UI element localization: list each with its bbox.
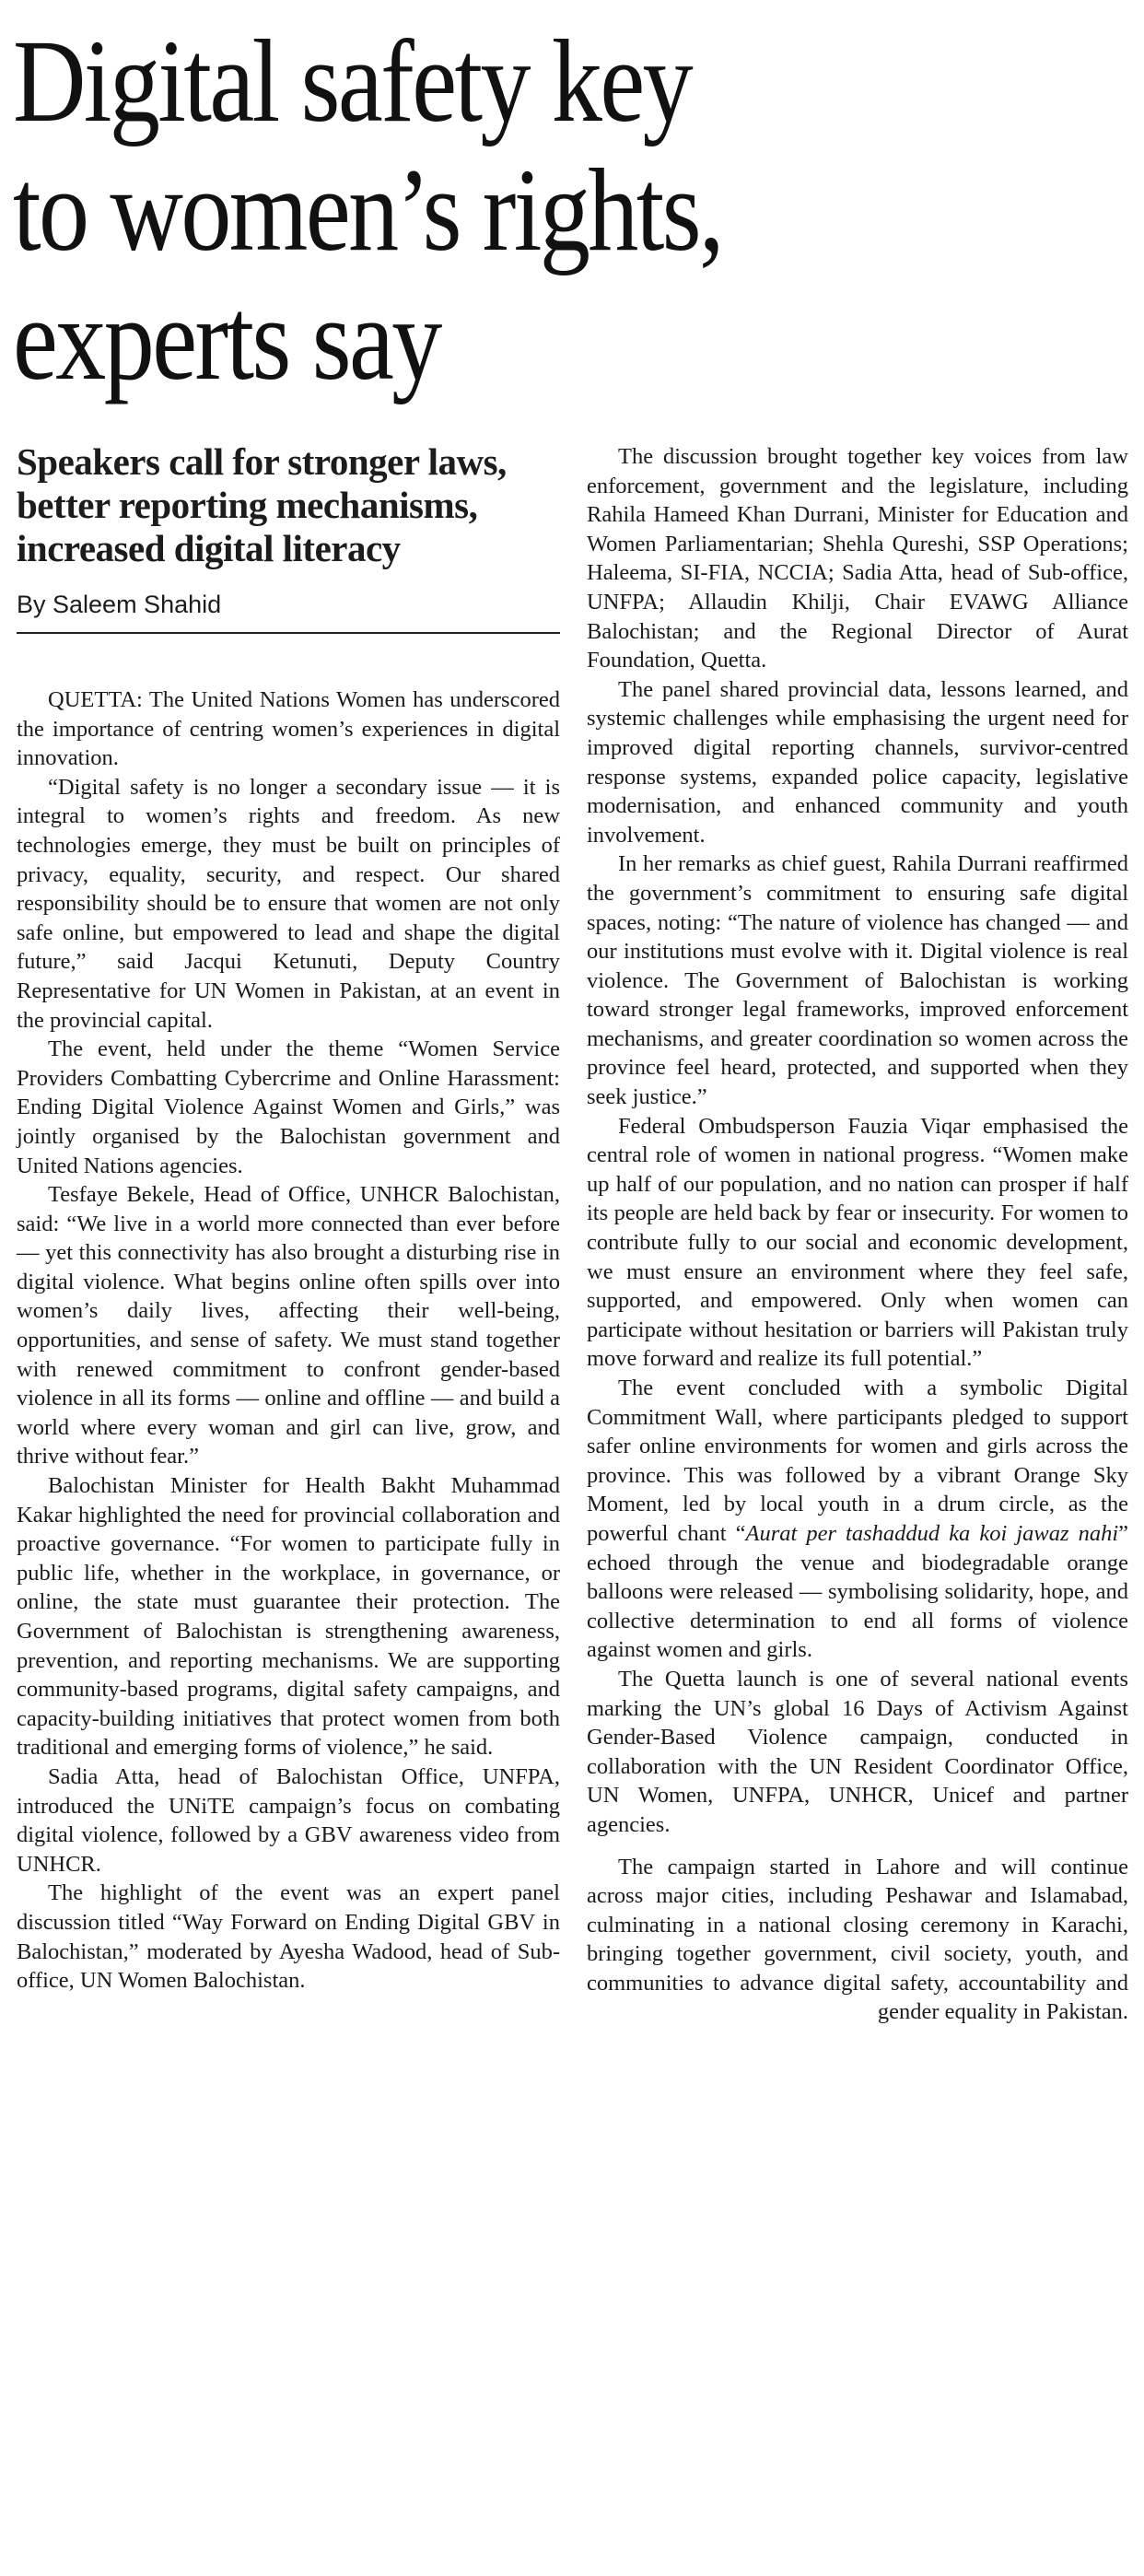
paragraph-text: The event concluded with a symbolic Digital Commitment Wall, where participants pledged to support safer online environments for women and girls across the province. This was followed by a vibrant Orange Sky Moment, led by local youth in a drum circle, as the powerful chant “ — [587, 1376, 1128, 1546]
paragraph: Tesfaye Bekele, Head of Office, UNHCR Balochistan, said: “We live in a world more connected than ever before — yet this connectivity has also brought a disturbing rise in digital violence. What begins online often spills over into women’s daily lives, affecting their well-being, opportunities, and sense of safety. We must stand together with renewed commitment to confront gender-based violence in all its forms — online and offline — and build a world where every woman and girl can live, grow, and thrive without fear.” — [17, 1182, 560, 1469]
chant-italic: Aurat per tashaddud ka koi jawaz nahi — [745, 1520, 1119, 1546]
headline-line-2: to women’s rights, — [13, 145, 722, 275]
right-column — [587, 442, 1128, 2027]
byline: By Saleem Shahid — [17, 591, 222, 618]
paragraph-with-chant — [587, 1374, 1128, 1665]
paragraph-text: ” echoed through the venue and biodegradable orange balloons were released — symbolising solidarity, hope, and collective determination to end all forms of violence against women and girls. — [587, 1520, 1129, 1663]
paragraph: The panel shared provincial data, lessons learned, and systemic challenges while emphasising the urgent need for improved digital reporting channels, survivor-centred response systems, expanded police capacity, legislative modernisation, and enhanced community and youth involvement. — [587, 676, 1128, 848]
left-column-body — [17, 685, 560, 1996]
paragraph: The highlight of the event was an expert panel discussion titled “Way Forward on Ending Digital GBV in Balochistan,” moderated by Ayesha Wadood, head of Sub-office, UN Women Balochistan. — [17, 1880, 560, 1994]
headline-line-1: Digital safety key — [13, 16, 692, 146]
subheadline: Speakers call for stronger laws, better reporting mechanisms, increased digital literacy — [17, 440, 507, 569]
paragraph: The Quetta launch is one of several national events marking the UN’s global 16 Days of Activism Against Gender-Based Violence campaign, conducted in collaboration with the UN Resident Coordinator Office, UN Women, UNFPA, UNHCR, Unicef and partner agencies. — [587, 1666, 1128, 1837]
paragraph: Sadia Atta, head of Balochistan Office, UNFPA, introduced the UNiTE campaign’s focus on combating digital violence, followed by a GBV awareness video from UNHCR. — [17, 1763, 560, 1877]
headline — [13, 17, 979, 404]
left-column — [17, 440, 560, 1996]
paragraph: The event, held under the theme “Women Service Providers Combatting Cybercrime and Online Harassment: Ending Digital Violence Against Women and Girls,” was jointly organised by the Balochistan government and United Nations agencies. — [17, 1036, 560, 1178]
byline-divider — [17, 632, 560, 634]
paragraph: Balochistan Minister for Health Bakht Muhammad Kakar highlighted the need for provincial collaboration and proactive governance. “For women to participate fully in public life, whether in the workplace, in governance, or online, the state must guarantee their protection. The Government of Balochistan is strengthening awareness, prevention, and reporting mechanisms. We are supporting community-based programs, digital safety campaigns, and capacity-building initiatives that protect women from both traditional and emerging forms of violence,” he said. — [17, 1473, 560, 1761]
paragraph: The campaign started in Lahore and will continue across major cities, including Peshawar and Islamabad, culminating in a national closing ceremony in Karachi, bringing together government, civil society, youth, and communities to advance digital safety, accountability and gender equality in Pakistan. — [587, 1854, 1128, 2025]
headline-line-3: experts say — [13, 274, 440, 404]
paragraph: In her remarks as chief guest, Rahila Durrani reaffirmed the government’s commitment to ensuring safe digital spaces, noting: “The nature of violence has changed — and our institutions must evolve with it. Digital violence is real violence. The Government of Balochistan is working toward stronger legal frameworks, improved enforcement mechanisms, and greater coordination so women across the province feel heard, protected, and supported when they seek justice.” — [587, 851, 1128, 1110]
paragraph: The discussion brought together key voices from law enforcement, government and the legislature, including Rahila Hameed Khan Durrani, Minister for Education and Women Parliamentarian; Shehla Qureshi, SSP Operations; Haleema, SI-FIA, NCCIA; Sadia Atta, head of Sub-office, UNFPA; Allaudin Khilji, Chair EVAWG Alliance Balochistan; and the Regional Director of Aurat Foundation, Quetta. — [587, 444, 1128, 673]
paragraph: Federal Ombudsperson Fauzia Viqar emphasised the central role of women in national progress. “Women make up half of our population, and no nation can prosper if half its people are held back by fear or insecurity. For women to contribute fully to our social and economic development, we must ensure an environment where they feel safe, supported, and empowered. Only when women can participate without hesitation or barriers will Pakistan truly move forward and realize its full potential.” — [587, 1113, 1128, 1372]
paragraph: QUETTA: The United Nations Women has underscored the importance of centring women’s experiences in digital innovation. — [17, 687, 560, 771]
paragraph: “Digital safety is no longer a secondary issue — it is integral to women’s rights and freedom. As new technologies emerge, they must be built on principles of privacy, equality, security, and respect. Our shared responsibility should be to ensure that women are not only safe online, but empowered to lead and shape the digital future,” said Jacqui Ketunuti, Deputy Country Representative for UN Women in Pakistan, at an event in the provincial capital. — [17, 774, 560, 1033]
